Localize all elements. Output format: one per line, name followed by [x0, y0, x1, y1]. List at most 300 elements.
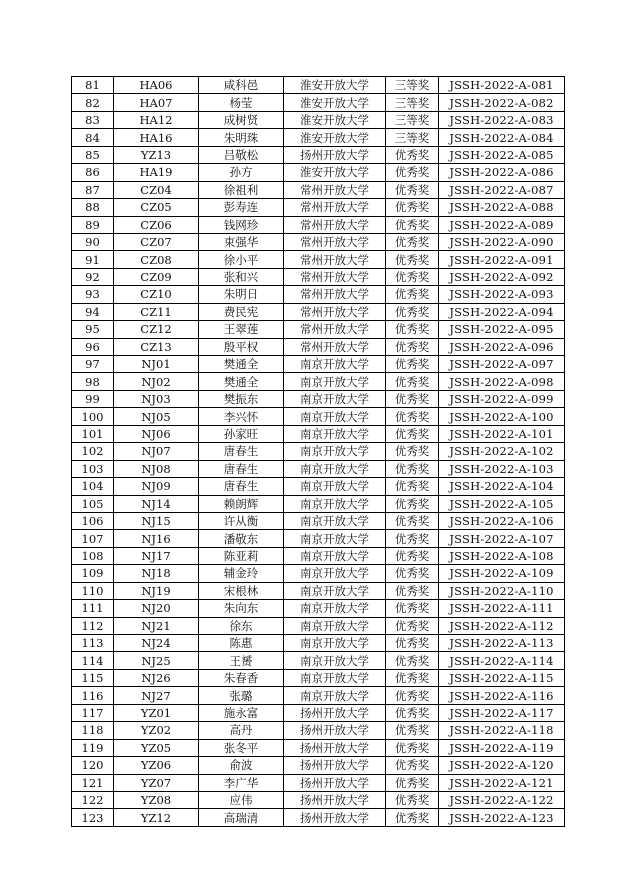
award-level-cell: 优秀奖: [386, 669, 439, 686]
winner-name-cell: 唐春生: [199, 478, 284, 495]
entry-code-cell: YZ06: [114, 757, 199, 774]
award-level-cell: 优秀奖: [386, 408, 439, 425]
winner-name-cell: 彭寿连: [199, 199, 284, 216]
row-number-cell: 96: [72, 338, 114, 355]
school-name-cell: 淮安开放大学: [284, 111, 386, 128]
award-level-cell: 优秀奖: [386, 425, 439, 442]
row-number-cell: 115: [72, 669, 114, 686]
winner-name-cell: 王赟: [199, 652, 284, 669]
table-row: [72, 408, 565, 425]
entry-code-cell: CZ04: [114, 181, 199, 198]
row-number-cell: 99: [72, 390, 114, 407]
entry-code-cell: NJ02: [114, 373, 199, 390]
entry-code-cell: HA07: [114, 94, 199, 111]
school-name-cell: 南京开放大学: [284, 547, 386, 564]
row-number-cell: 91: [72, 251, 114, 268]
row-number-cell: 120: [72, 757, 114, 774]
table-row: [72, 565, 565, 582]
row-number-cell: 107: [72, 530, 114, 547]
table-row: [72, 617, 565, 634]
certificate-number-cell: JSSH-2022-A-084: [439, 129, 565, 146]
school-name-cell: 常州开放大学: [284, 233, 386, 250]
row-number-cell: 122: [72, 791, 114, 808]
school-name-cell: 南京开放大学: [284, 512, 386, 529]
table-row: [72, 739, 565, 756]
winner-name-cell: 樊振东: [199, 390, 284, 407]
winner-name-cell: 朱明珠: [199, 129, 284, 146]
table-row: [72, 443, 565, 460]
school-name-cell: 常州开放大学: [284, 251, 386, 268]
row-number-cell: 87: [72, 181, 114, 198]
school-name-cell: 扬州开放大学: [284, 791, 386, 808]
table-row: [72, 216, 565, 233]
winner-name-cell: 宋根林: [199, 582, 284, 599]
entry-code-cell: NJ16: [114, 530, 199, 547]
certificate-number-cell: JSSH-2022-A-118: [439, 722, 565, 739]
certificate-number-cell: JSSH-2022-A-101: [439, 425, 565, 442]
certificate-number-cell: JSSH-2022-A-082: [439, 94, 565, 111]
table-row: [72, 460, 565, 477]
award-level-cell: 优秀奖: [386, 181, 439, 198]
award-level-cell: 优秀奖: [386, 146, 439, 163]
certificate-number-cell: JSSH-2022-A-117: [439, 704, 565, 721]
certificate-number-cell: JSSH-2022-A-085: [439, 146, 565, 163]
winner-name-cell: 孙家旺: [199, 425, 284, 442]
award-level-cell: 优秀奖: [386, 199, 439, 216]
award-level-cell: 优秀奖: [386, 478, 439, 495]
school-name-cell: 南京开放大学: [284, 408, 386, 425]
award-level-cell: 优秀奖: [386, 774, 439, 791]
row-number-cell: 85: [72, 146, 114, 163]
winner-name-cell: 高丹: [199, 722, 284, 739]
award-level-cell: 优秀奖: [386, 722, 439, 739]
winner-name-cell: 赖朗辉: [199, 495, 284, 512]
award-level-cell: 优秀奖: [386, 617, 439, 634]
award-level-cell: 优秀奖: [386, 791, 439, 808]
row-number-cell: 103: [72, 460, 114, 477]
school-name-cell: 扬州开放大学: [284, 704, 386, 721]
entry-code-cell: YZ08: [114, 791, 199, 808]
row-number-cell: 105: [72, 495, 114, 512]
row-number-cell: 101: [72, 425, 114, 442]
entry-code-cell: CZ10: [114, 286, 199, 303]
entry-code-cell: NJ06: [114, 425, 199, 442]
school-name-cell: 常州开放大学: [284, 321, 386, 338]
entry-code-cell: CZ13: [114, 338, 199, 355]
row-number-cell: 90: [72, 233, 114, 250]
school-name-cell: 淮安开放大学: [284, 164, 386, 181]
entry-code-cell: YZ13: [114, 146, 199, 163]
school-name-cell: 南京开放大学: [284, 687, 386, 704]
award-level-cell: 优秀奖: [386, 303, 439, 320]
entry-code-cell: NJ08: [114, 460, 199, 477]
certificate-number-cell: JSSH-2022-A-122: [439, 791, 565, 808]
row-number-cell: 83: [72, 111, 114, 128]
school-name-cell: 南京开放大学: [284, 565, 386, 582]
winner-name-cell: 李广华: [199, 774, 284, 791]
row-number-cell: 94: [72, 303, 114, 320]
table-row: [72, 582, 565, 599]
winner-name-cell: 杨莹: [199, 94, 284, 111]
winner-name-cell: 施永富: [199, 704, 284, 721]
table-row: [72, 164, 565, 181]
award-level-cell: 优秀奖: [386, 251, 439, 268]
row-number-cell: 113: [72, 635, 114, 652]
certificate-number-cell: JSSH-2022-A-094: [439, 303, 565, 320]
winner-name-cell: 成树贤: [199, 111, 284, 128]
winner-name-cell: 王翠莲: [199, 321, 284, 338]
row-number-cell: 123: [72, 809, 114, 826]
school-name-cell: 扬州开放大学: [284, 146, 386, 163]
entry-code-cell: NJ07: [114, 443, 199, 460]
winner-name-cell: 吕敬松: [199, 146, 284, 163]
entry-code-cell: HA16: [114, 129, 199, 146]
certificate-number-cell: JSSH-2022-A-110: [439, 582, 565, 599]
school-name-cell: 淮安开放大学: [284, 77, 386, 94]
table-row: [72, 652, 565, 669]
certificate-number-cell: JSSH-2022-A-120: [439, 757, 565, 774]
row-number-cell: 89: [72, 216, 114, 233]
row-number-cell: 106: [72, 512, 114, 529]
entry-code-cell: NJ03: [114, 390, 199, 407]
table-row: [72, 373, 565, 390]
school-name-cell: 扬州开放大学: [284, 809, 386, 826]
award-level-cell: 优秀奖: [386, 460, 439, 477]
school-name-cell: 南京开放大学: [284, 356, 386, 373]
award-level-cell: 三等奖: [386, 111, 439, 128]
entry-code-cell: CZ06: [114, 216, 199, 233]
table-row: [72, 809, 565, 826]
certificate-number-cell: JSSH-2022-A-111: [439, 600, 565, 617]
row-number-cell: 118: [72, 722, 114, 739]
winner-name-cell: 钱网珍: [199, 216, 284, 233]
certificate-number-cell: JSSH-2022-A-090: [439, 233, 565, 250]
award-level-cell: 三等奖: [386, 77, 439, 94]
table-row: [72, 77, 565, 94]
winner-name-cell: 束强华: [199, 233, 284, 250]
winner-name-cell: 徐小平: [199, 251, 284, 268]
table-row: [72, 390, 565, 407]
school-name-cell: 常州开放大学: [284, 216, 386, 233]
winner-name-cell: 朱明日: [199, 286, 284, 303]
school-name-cell: 扬州开放大学: [284, 739, 386, 756]
certificate-number-cell: JSSH-2022-A-115: [439, 669, 565, 686]
row-number-cell: 119: [72, 739, 114, 756]
school-name-cell: 扬州开放大学: [284, 774, 386, 791]
table-row: [72, 199, 565, 216]
winner-name-cell: 徐东: [199, 617, 284, 634]
row-number-cell: 98: [72, 373, 114, 390]
award-level-cell: 优秀奖: [386, 565, 439, 582]
certificate-number-cell: JSSH-2022-A-091: [439, 251, 565, 268]
entry-code-cell: NJ18: [114, 565, 199, 582]
table-row: [72, 268, 565, 285]
entry-code-cell: YZ02: [114, 722, 199, 739]
winner-name-cell: 樊通全: [199, 373, 284, 390]
certificate-number-cell: JSSH-2022-A-086: [439, 164, 565, 181]
row-number-cell: 82: [72, 94, 114, 111]
award-level-cell: 优秀奖: [386, 739, 439, 756]
row-number-cell: 88: [72, 199, 114, 216]
entry-code-cell: HA06: [114, 77, 199, 94]
table-row: [72, 530, 565, 547]
award-level-cell: 优秀奖: [386, 704, 439, 721]
certificate-number-cell: JSSH-2022-A-113: [439, 635, 565, 652]
winner-name-cell: 孙方: [199, 164, 284, 181]
school-name-cell: 南京开放大学: [284, 530, 386, 547]
table-row: [72, 129, 565, 146]
award-level-cell: 三等奖: [386, 129, 439, 146]
row-number-cell: 111: [72, 600, 114, 617]
row-number-cell: 109: [72, 565, 114, 582]
entry-code-cell: CZ11: [114, 303, 199, 320]
row-number-cell: 116: [72, 687, 114, 704]
certificate-number-cell: JSSH-2022-A-098: [439, 373, 565, 390]
table-row: [72, 722, 565, 739]
winner-name-cell: 张璐: [199, 687, 284, 704]
winner-name-cell: 唐春生: [199, 460, 284, 477]
table-row: [72, 774, 565, 791]
table-row: [72, 111, 565, 128]
certificate-number-cell: JSSH-2022-A-109: [439, 565, 565, 582]
award-level-cell: 优秀奖: [386, 216, 439, 233]
table-row: [72, 338, 565, 355]
award-level-cell: 优秀奖: [386, 338, 439, 355]
certificate-number-cell: JSSH-2022-A-106: [439, 512, 565, 529]
certificate-number-cell: JSSH-2022-A-102: [439, 443, 565, 460]
table-row: [72, 303, 565, 320]
table-row: [72, 356, 565, 373]
school-name-cell: 扬州开放大学: [284, 757, 386, 774]
award-level-cell: 优秀奖: [386, 286, 439, 303]
entry-code-cell: NJ17: [114, 547, 199, 564]
winner-name-cell: 辅金玲: [199, 565, 284, 582]
entry-code-cell: NJ05: [114, 408, 199, 425]
certificate-number-cell: JSSH-2022-A-099: [439, 390, 565, 407]
winner-name-cell: 樊通全: [199, 356, 284, 373]
table-row: [72, 704, 565, 721]
row-number-cell: 93: [72, 286, 114, 303]
certificate-number-cell: JSSH-2022-A-108: [439, 547, 565, 564]
table-row: [72, 495, 565, 512]
award-level-cell: 优秀奖: [386, 652, 439, 669]
table-row: [72, 146, 565, 163]
school-name-cell: 南京开放大学: [284, 635, 386, 652]
entry-code-cell: NJ01: [114, 356, 199, 373]
school-name-cell: 南京开放大学: [284, 425, 386, 442]
award-level-cell: 三等奖: [386, 94, 439, 111]
row-number-cell: 97: [72, 356, 114, 373]
entry-code-cell: CZ07: [114, 233, 199, 250]
row-number-cell: 114: [72, 652, 114, 669]
award-level-cell: 优秀奖: [386, 687, 439, 704]
winner-name-cell: 陈惠: [199, 635, 284, 652]
entry-code-cell: NJ20: [114, 600, 199, 617]
award-level-cell: 优秀奖: [386, 164, 439, 181]
row-number-cell: 95: [72, 321, 114, 338]
row-number-cell: 112: [72, 617, 114, 634]
winner-name-cell: 唐春生: [199, 443, 284, 460]
school-name-cell: 淮安开放大学: [284, 94, 386, 111]
certificate-number-cell: JSSH-2022-A-105: [439, 495, 565, 512]
school-name-cell: 常州开放大学: [284, 181, 386, 198]
certificate-number-cell: JSSH-2022-A-112: [439, 617, 565, 634]
table-row: [72, 547, 565, 564]
table-row: [72, 600, 565, 617]
entry-code-cell: NJ25: [114, 652, 199, 669]
winner-name-cell: 张冬平: [199, 739, 284, 756]
entry-code-cell: CZ12: [114, 321, 199, 338]
award-level-cell: 优秀奖: [386, 233, 439, 250]
row-number-cell: 81: [72, 77, 114, 94]
certificate-number-cell: JSSH-2022-A-081: [439, 77, 565, 94]
school-name-cell: 扬州开放大学: [284, 722, 386, 739]
certificate-number-cell: JSSH-2022-A-121: [439, 774, 565, 791]
certificate-number-cell: JSSH-2022-A-116: [439, 687, 565, 704]
entry-code-cell: NJ26: [114, 669, 199, 686]
certificate-number-cell: JSSH-2022-A-104: [439, 478, 565, 495]
table-row: [72, 94, 565, 111]
school-name-cell: 南京开放大学: [284, 669, 386, 686]
winner-name-cell: 高瑞清: [199, 809, 284, 826]
row-number-cell: 121: [72, 774, 114, 791]
row-number-cell: 86: [72, 164, 114, 181]
certificate-number-cell: JSSH-2022-A-092: [439, 268, 565, 285]
row-number-cell: 84: [72, 129, 114, 146]
row-number-cell: 117: [72, 704, 114, 721]
school-name-cell: 南京开放大学: [284, 443, 386, 460]
entry-code-cell: NJ15: [114, 512, 199, 529]
winner-name-cell: 殷平权: [199, 338, 284, 355]
school-name-cell: 南京开放大学: [284, 495, 386, 512]
award-level-cell: 优秀奖: [386, 512, 439, 529]
award-level-cell: 优秀奖: [386, 321, 439, 338]
table-row: [72, 425, 565, 442]
winner-name-cell: 张和兴: [199, 268, 284, 285]
entry-code-cell: NJ27: [114, 687, 199, 704]
certificate-number-cell: JSSH-2022-A-087: [439, 181, 565, 198]
entry-code-cell: NJ14: [114, 495, 199, 512]
school-name-cell: 南京开放大学: [284, 617, 386, 634]
award-list-table: [71, 76, 565, 827]
award-level-cell: 优秀奖: [386, 373, 439, 390]
certificate-number-cell: JSSH-2022-A-083: [439, 111, 565, 128]
table-row: [72, 757, 565, 774]
award-level-cell: 优秀奖: [386, 547, 439, 564]
award-level-cell: 优秀奖: [386, 757, 439, 774]
school-name-cell: 南京开放大学: [284, 652, 386, 669]
table-row: [72, 635, 565, 652]
award-list-body: [72, 77, 565, 827]
winner-name-cell: 俞波: [199, 757, 284, 774]
entry-code-cell: CZ05: [114, 199, 199, 216]
winner-name-cell: 许从衡: [199, 512, 284, 529]
table-row: [72, 512, 565, 529]
school-name-cell: 常州开放大学: [284, 338, 386, 355]
school-name-cell: 南京开放大学: [284, 582, 386, 599]
entry-code-cell: YZ07: [114, 774, 199, 791]
entry-code-cell: NJ24: [114, 635, 199, 652]
entry-code-cell: CZ08: [114, 251, 199, 268]
school-name-cell: 常州开放大学: [284, 303, 386, 320]
table-row: [72, 669, 565, 686]
award-level-cell: 优秀奖: [386, 582, 439, 599]
row-number-cell: 92: [72, 268, 114, 285]
certificate-number-cell: JSSH-2022-A-123: [439, 809, 565, 826]
table-row: [72, 321, 565, 338]
winner-name-cell: 潘敬东: [199, 530, 284, 547]
row-number-cell: 102: [72, 443, 114, 460]
table-row: [72, 687, 565, 704]
table-row: [72, 286, 565, 303]
award-level-cell: 优秀奖: [386, 356, 439, 373]
school-name-cell: 常州开放大学: [284, 268, 386, 285]
entry-code-cell: NJ09: [114, 478, 199, 495]
school-name-cell: 南京开放大学: [284, 373, 386, 390]
award-level-cell: 优秀奖: [386, 390, 439, 407]
award-level-cell: 优秀奖: [386, 443, 439, 460]
entry-code-cell: YZ12: [114, 809, 199, 826]
row-number-cell: 110: [72, 582, 114, 599]
winner-name-cell: 应伟: [199, 791, 284, 808]
entry-code-cell: HA19: [114, 164, 199, 181]
winner-name-cell: 咸科邑: [199, 77, 284, 94]
entry-code-cell: YZ05: [114, 739, 199, 756]
certificate-number-cell: JSSH-2022-A-100: [439, 408, 565, 425]
table-row: [72, 791, 565, 808]
table-row: [72, 251, 565, 268]
school-name-cell: 南京开放大学: [284, 600, 386, 617]
certificate-number-cell: JSSH-2022-A-096: [439, 338, 565, 355]
row-number-cell: 100: [72, 408, 114, 425]
school-name-cell: 常州开放大学: [284, 286, 386, 303]
winner-name-cell: 朱向东: [199, 600, 284, 617]
winner-name-cell: 李兴怀: [199, 408, 284, 425]
table-row: [72, 181, 565, 198]
entry-code-cell: YZ01: [114, 704, 199, 721]
certificate-number-cell: JSSH-2022-A-107: [439, 530, 565, 547]
award-level-cell: 优秀奖: [386, 600, 439, 617]
award-level-cell: 优秀奖: [386, 635, 439, 652]
certificate-number-cell: JSSH-2022-A-095: [439, 321, 565, 338]
school-name-cell: 南京开放大学: [284, 460, 386, 477]
row-number-cell: 108: [72, 547, 114, 564]
winner-name-cell: 徐祖利: [199, 181, 284, 198]
certificate-number-cell: JSSH-2022-A-093: [439, 286, 565, 303]
school-name-cell: 淮安开放大学: [284, 129, 386, 146]
certificate-number-cell: JSSH-2022-A-097: [439, 356, 565, 373]
award-level-cell: 优秀奖: [386, 495, 439, 512]
certificate-number-cell: JSSH-2022-A-103: [439, 460, 565, 477]
award-level-cell: 优秀奖: [386, 809, 439, 826]
row-number-cell: 104: [72, 478, 114, 495]
table-row: [72, 478, 565, 495]
award-level-cell: 优秀奖: [386, 530, 439, 547]
winner-name-cell: 费民宪: [199, 303, 284, 320]
award-level-cell: 优秀奖: [386, 268, 439, 285]
winner-name-cell: 朱春香: [199, 669, 284, 686]
entry-code-cell: HA12: [114, 111, 199, 128]
school-name-cell: 南京开放大学: [284, 478, 386, 495]
entry-code-cell: NJ19: [114, 582, 199, 599]
school-name-cell: 常州开放大学: [284, 199, 386, 216]
certificate-number-cell: JSSH-2022-A-088: [439, 199, 565, 216]
table-row: [72, 233, 565, 250]
winner-name-cell: 陈亚莉: [199, 547, 284, 564]
entry-code-cell: NJ21: [114, 617, 199, 634]
school-name-cell: 南京开放大学: [284, 390, 386, 407]
certificate-number-cell: JSSH-2022-A-114: [439, 652, 565, 669]
